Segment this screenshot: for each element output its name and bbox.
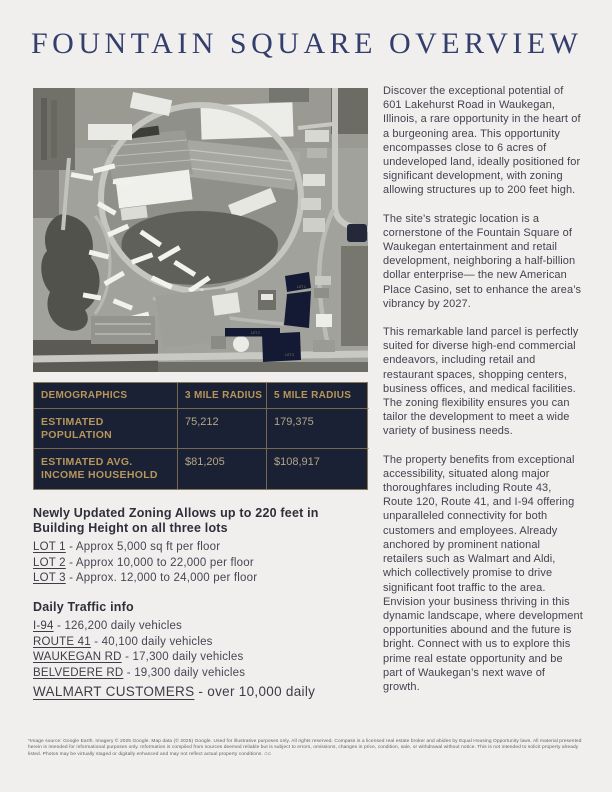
description-paragraph-2: The site’s strategic location is a cornerstone of the Fountain Square of Waukegan entertainment and retail development, neighboring a half-billion dollar enterprise— the new American Place Casino, set to enhance the area’s vibrancy by 2027. — [383, 212, 582, 310]
traffic-waukegan-line — [33, 650, 349, 666]
lot-2-line — [33, 556, 349, 572]
lot-3-desc: - Approx. 12,000 to 24,000 per floor — [65, 572, 258, 584]
map-lot3-label: LOT 3 — [285, 353, 294, 357]
footer-disclaimer — [28, 739, 588, 758]
traffic-belvedere-line — [33, 666, 349, 682]
traffic-route41-desc: - 40,100 daily vehicles — [90, 635, 213, 648]
table-row-population-label: ESTIMATED POPULATION — [34, 409, 178, 449]
traffic-route41-label: ROUTE 41 — [33, 635, 91, 648]
description-paragraph-4: The property benefits from exceptional accessibility, situated along major thoroughfares including Route 43, Route 120, Route 41, and I-94 offering unparalleled connectivity for both customers and employees. Already anchored by prominent national retailers such as Walmart and Aldi, which collectively promise to drive significant foot traffic to the area. Envision your business thriving in this dynamic landscape, where development opportunities abound and the future is bright. Connect with us to explore this prime real estate opportunity and be part of Waukegan’s next wave of growth. — [383, 453, 583, 693]
equal-housing-icon: ⌂⌂ — [264, 751, 272, 757]
zoning-heading: Newly Updated Zoning Allows up to 220 feet in Building Height on all three lots — [33, 506, 319, 535]
walmart-customers-desc: - over 10,000 daily — [194, 684, 316, 699]
zoning-section — [33, 506, 349, 587]
traffic-i94-desc: - 126,200 daily vehicles — [53, 620, 183, 632]
disclaimer-text: *Image source: Google Earth. Imagery © 2025 Google. Map data (© 2025) Google. Used for illustrative purposes only. All rights reserved. Compass is a licensed real estate broker and abides by Equal Housing Opportunity laws. All material presented herein is intended for informational purposes only. Information is compiled from sources deemed reliable but is subject to errors, omissions, changes in price, condition, sale, or withdrawal without notice. This is not intended to solicit property already listed. Photos may be virtually staged or digitally enhanced and may not reflect actual property conditions. — [28, 739, 582, 757]
traffic-belvedere-label: BELVEDERE RD — [33, 666, 124, 679]
table-row-income-label: ESTIMATED AVG. INCOME HOUSEHOLD — [34, 449, 178, 489]
page-title: FOUNTAIN SQUARE OVERVIEW — [31, 27, 583, 60]
lot-1-desc: - Approx 5,000 sq ft per floor — [65, 541, 221, 553]
satellite-map-image — [33, 88, 368, 372]
traffic-waukegan-desc: - 17,300 daily vehicles — [121, 651, 244, 663]
table-row-population-5mile: 179,375 — [267, 409, 369, 449]
description-column — [383, 84, 583, 708]
lot-1-label: LOT 1 — [33, 541, 66, 553]
description-paragraph-3: This remarkable land parcel is perfectly suited for diverse high-end commercial endeavors, including retail and restaurant spaces, shopping centers, business offices, and medical facilities. The zoning flexibility ensures you can tailor the development to meet a wide variety of business needs. — [383, 326, 579, 438]
traffic-belvedere-desc: - 19,300 daily vehicles — [123, 666, 246, 679]
traffic-i94-line — [33, 619, 349, 635]
traffic-route41-line — [33, 635, 349, 651]
map-lot2-label: LOT 2 — [251, 331, 260, 335]
description-paragraph-1: Discover the exceptional potential of 601 Lakehurst Road in Waukegan, Illinois, a rare opportunity in the heart of a burgeoning area. This opportunity encompasses close to 6 acres of undeveloped land, ideally positioned for significant development, with zoning allowing structures up to 200 feet high. — [383, 85, 581, 197]
table-row-population-3mile: 75,212 — [178, 409, 267, 449]
lot-2-desc: - Approx 10,000 to 22,000 per floor — [65, 556, 254, 569]
lot-3-label: LOT 3 — [33, 572, 66, 584]
demographics-table — [33, 382, 368, 490]
traffic-section — [33, 600, 349, 681]
walmart-customers-label: WALMART CUSTOMERS — [33, 684, 195, 699]
traffic-waukegan-label: WAUKEGAN RD — [33, 651, 122, 663]
traffic-heading: Daily Traffic info — [33, 600, 134, 614]
table-header-demographics: DEMOGRAPHICS — [34, 383, 178, 409]
lot-3-line — [33, 571, 349, 587]
table-row-income-5mile: $108,917 — [274, 456, 320, 468]
table-row-income-3mile: $81,205 — [178, 449, 267, 489]
map-lot1-label: LOT 1 — [297, 285, 306, 289]
table-header-3mile: 3 MILE RADIUS — [178, 383, 267, 409]
traffic-i94-label: I-94 — [33, 620, 54, 632]
lot-2-label: LOT 2 — [33, 556, 66, 569]
table-header-5mile: 5 MILE RADIUS — [267, 383, 369, 409]
aerial-map — [33, 88, 368, 372]
lot-1-line — [33, 540, 349, 556]
walmart-customers-line — [33, 684, 363, 699]
